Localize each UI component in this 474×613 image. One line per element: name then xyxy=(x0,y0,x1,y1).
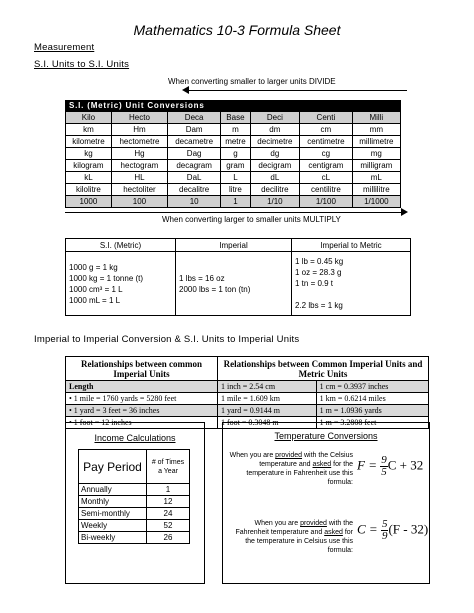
celsius-instructions: When you are provided with the Fahrenheit temperature and asked for the temperature in Celsius use this formula: xyxy=(235,520,353,554)
table-row: Annually 1 xyxy=(79,484,190,496)
table-row: km Hm Dam m dm cm mm xyxy=(66,124,401,136)
table-row: kilolitre hectoliter decalitre litre decilitre centilitre millilitre xyxy=(66,184,401,196)
prefix-table xyxy=(65,100,401,208)
page-title: Mathematics 10-3 Formula Sheet xyxy=(133,22,341,38)
income-table: Pay Period # of Times a Year Annually 1 Monthly 12 Semi-monthly 24 Weekly 52 Bi-weekly 26 xyxy=(78,449,190,544)
celsius-formula: C = $\frac{5}{9}$ (F - 32) xyxy=(357,518,429,542)
table-row: • 1 foot = 12 inches 1 foot = 0.3048 m 1 m = 3.2808 feet xyxy=(66,417,429,429)
table-row: kilogram hectogram decagram gram decigram centigram milligram xyxy=(66,160,401,172)
divide-arrow xyxy=(189,90,407,91)
table-row: kilometre hectometre decametre metre decimetre centimetre millimetre xyxy=(66,136,401,148)
table-row: • 1 mile = 1760 yards = 5280 feet 1 mile = 1.609 km 1 km = 0.6214 miles xyxy=(66,393,429,405)
unit-table: S.I. (Metric) Imperial Imperial to Metric 1000 g = 1 kg 1000 kg = 1 tonne (t) 1000 cm³ = 1 L 1000 mL = 1 L 1 lbs = 16 oz 2000 lbs = 1 ton (tn) 1 lb = 0.45 kg 1 oz = 28.3 g 1 tn = 0.9 t 2.2 lbs = 1 kg xyxy=(65,238,411,316)
section-imperial: Imperial to Imperial Conversion & S.I. Units to Imperial Units xyxy=(34,334,300,345)
table-row: Bi-weekly 26 xyxy=(79,532,190,544)
fahrenheit-formula: F = $\frac{9}{5}$ C + 32 xyxy=(357,454,424,478)
relationships-table: Relationships between common Imperial Units Relationships between Common Imperial Units and Metric Units Length 1 inch = 2.54 cm 1 cm = 0.3937 inches • 1 mile = 1760 yards = 5280 feet 1 mile = 1.609 km 1 km = 0.6214 miles • 1 yard = 3 feet = 36 inches 1 yard = 0.9144 m 1 m = 1.0936 yards • 1 foot = 12 inches 1 foot = 0.3048 m 1 m = 3.2808 feet xyxy=(65,356,429,429)
income-box xyxy=(65,422,205,584)
imperial-to-metric-cell: 1 lb = 0.45 kg 1 oz = 28.3 g 1 tn = 0.9 t 2.2 lbs = 1 kg xyxy=(292,252,411,316)
table-row: 1000 100 10 1 1/10 1/100 1/1000 xyxy=(66,196,401,208)
fahrenheit-instructions: When you are provided with the Celsius temperature and asked for the temperature in Fahrenheit use this formula: xyxy=(229,452,353,486)
income-title: Income Calculations xyxy=(94,433,176,443)
table-row: Weekly 52 xyxy=(79,520,190,532)
arrow-left-icon xyxy=(182,86,189,94)
prefix-table-header: S.I. (Metric) Unit Conversions xyxy=(66,101,401,112)
section-si-to-si: S.I. Units to S.I. Units xyxy=(34,59,130,70)
multiply-arrow xyxy=(65,212,402,213)
metric-cell: 1000 g = 1 kg 1000 kg = 1 tonne (t) 1000 cm³ = 1 L 1000 mL = 1 L xyxy=(66,252,176,316)
imperial-cell: 1 lbs = 16 oz 2000 lbs = 1 ton (tn) xyxy=(176,252,292,316)
table-row: kL HL DaL L dL cL mL xyxy=(66,172,401,184)
divide-note: When converting smaller to larger units DIVIDE xyxy=(168,77,336,86)
table-row: Semi-monthly 24 xyxy=(79,508,190,520)
table-row: kg Hg Dag g dg cg mg xyxy=(66,148,401,160)
section-measurement: Measurement xyxy=(34,42,95,53)
table-row: Length 1 inch = 2.54 cm 1 cm = 0.3937 inches xyxy=(66,381,429,393)
table-row: Kilo Hecto Deca Base Deci Centi Milli xyxy=(66,112,401,124)
multiply-note: When converting larger to smaller units MULTIPLY xyxy=(162,215,341,224)
arrow-right-icon xyxy=(401,208,408,216)
table-row: • 1 yard = 3 feet = 36 inches 1 yard = 0.9144 m 1 m = 1.0936 yards xyxy=(66,405,429,417)
temperature-box xyxy=(222,422,430,584)
table-row: Monthly 12 xyxy=(79,496,190,508)
temperature-title: Temperature Conversions xyxy=(274,431,378,441)
